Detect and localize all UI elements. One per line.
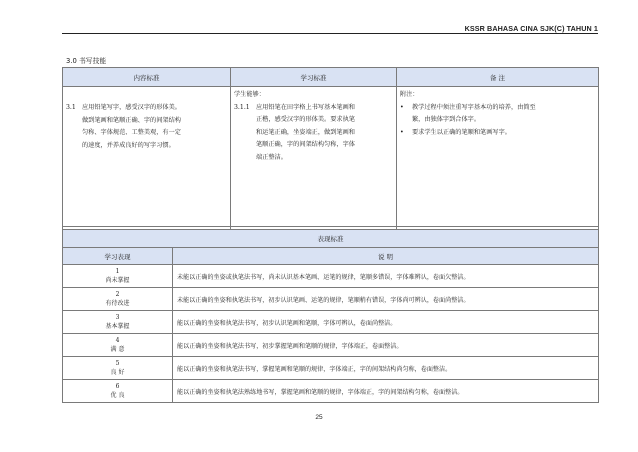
column-header-notes: 备 注 [397,68,599,87]
level-label: 有待改进 [105,300,130,307]
level-label: 尚未掌握 [105,277,130,284]
level-description: 未能以正确的坐姿和执笔法书写，初步认识笔画、运笔的规律，笔顺稍有错误，字体尚可辨认，卷面尚整洁。 [173,288,599,311]
learning-standard-line: 正楷，感受汉字的形体美。要求执笔 [256,116,355,123]
table-row [63,334,599,357]
document-header-title: KSSR BAHASA CINA SJK(C) TAHUN 1 [464,24,598,33]
table-row [63,380,599,403]
column-header-learning-standard: 学习标准 [231,68,397,87]
table-row [63,288,599,311]
level-description: 能以正确的坐姿和执笔法书写，掌握笔画和笔顺的规律，字体端正，字的间架结构尚匀称，卷面整洁。 [173,357,599,380]
table-row [63,311,599,334]
notes-line: 繁，由独体字到合体字。 [412,116,481,123]
level-label: 满 意 [110,346,125,353]
column-header-performance: 学习表现 [63,248,173,265]
level-label: 基本掌握 [105,323,130,330]
learning-standard-line: 和运笔正确，坐姿端正，做到笔画和 [256,128,355,136]
performance-table-title: 表现标准 [63,230,599,248]
bullet-icon: • [400,128,404,136]
notes-cell [397,87,599,227]
level-number: 3 [115,314,120,321]
learning-standard-number: 3.1.1 [234,103,250,111]
table-row [63,265,599,288]
column-header-description: 说 明 [173,248,599,265]
level-description: 能以正确的坐姿和执笔法书写，初步掌握笔画和笔顺的规律，字体端正，卷面整洁。 [173,334,599,357]
level-number: 6 [115,383,120,390]
content-standard-line: 做到笔画和笔顺正确、字的间架结构 [82,116,181,124]
learning-standard-cell [231,87,397,227]
content-standard-line: 匀称、字体规范、工整美观，有一定 [82,129,181,136]
notes-line: 要求学生以正确的笔顺和笔画写字。 [412,128,511,136]
level-description: 未能以正确的坐姿或执笔法书写，尚未认识基本笔画、运笔的规律，笔顺多错误，字体难辨认，卷面欠整洁。 [173,265,599,288]
level-description: 能以正确的坐姿和执笔法书写，初步认识笔画和笔顺，字体可辨认，卷面尚整洁。 [173,311,599,334]
notes-line: 教学过程中须注重写字基本功的培养，由简至 [412,103,536,111]
section-title: 3.0 书写技能 [66,57,107,65]
table-row [63,357,599,380]
level-number: 2 [115,291,120,298]
level-number: 1 [115,268,120,275]
content-standard-number: 3.1 [66,104,76,111]
level-label: 良 好 [110,369,125,376]
level-label: 优 良 [110,392,125,399]
learning-standard-line: 端正整洁。 [256,153,287,161]
learning-standard-line: 应用铅笔在田字格上书写基本笔画和 [256,103,355,111]
header-rule [62,33,598,34]
learning-standard-intro: 学生能够： [234,91,265,98]
column-header-content-standard: 内容标准 [63,68,231,87]
bullet-icon: • [400,103,404,111]
level-number: 4 [115,337,120,344]
content-standard-line: 应用铅笔写字，感受汉字的形体美。 [82,104,181,111]
page-number: 25 [315,414,323,421]
notes-title: 附注： [400,91,419,98]
performance-table [62,229,599,403]
learning-standard-line: 笔顺正确，字的间架结构匀称，字体 [256,141,355,148]
content-standard-cell [63,87,231,227]
level-description: 能以正确的坐姿和执笔法熟练地书写，掌握笔画和笔顺的规律，字体端正，字的间架结构匀称，卷面整洁。 [173,380,599,403]
content-standard-line: 的速度，并养成良好的写字习惯。 [82,141,175,149]
level-number: 5 [115,360,120,367]
